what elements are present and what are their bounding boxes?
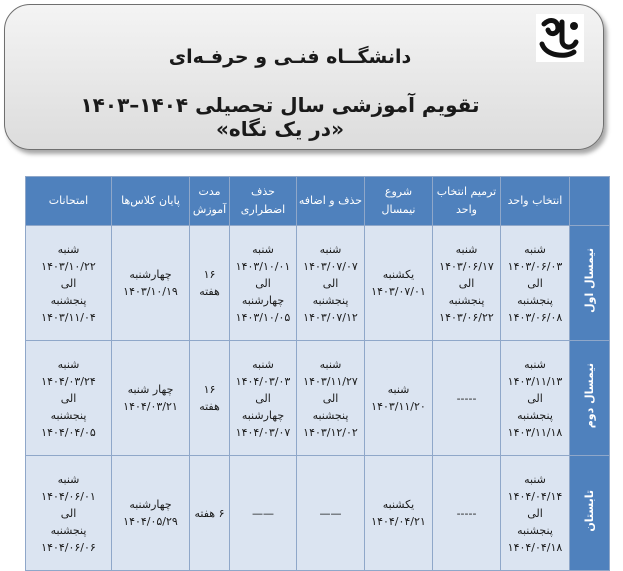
add-drop-cell: ——: [297, 456, 365, 571]
header-semester-start: شروع نیمسال: [365, 177, 433, 226]
header-exams: امتحانات: [26, 177, 112, 226]
emergency-drop-cell: ——: [230, 456, 297, 571]
header-add-drop: حذف و اضافه: [297, 177, 365, 226]
semester-label: تابستان: [570, 456, 610, 571]
duration-cell: ۱۶ هفته: [190, 226, 230, 341]
unit-selection-cell: شنبه ۱۴۰۴/۰۴/۱۴ الی پنجشنبه ۱۴۰۴/۰۴/۱۸: [501, 456, 570, 571]
classes-end-cell: چهارشنبه ۱۴۰۳/۱۰/۱۹: [112, 226, 190, 341]
header-classes-end: پایان کلاس‌ها: [112, 177, 190, 226]
academic-calendar-table: [25, 176, 610, 571]
semester-label: نیمسال اول: [570, 226, 610, 341]
header-duration: مدت آموزش: [190, 177, 230, 226]
emergency-drop-cell: شنبه ۱۴۰۳/۱۰/۰۱ الی چهارشنبه ۱۴۰۳/۱۰/۰۵: [230, 226, 297, 341]
add-drop-cell: شنبه ۱۴۰۳/۱۱/۲۷ الی پنجشنبه ۱۴۰۳/۱۲/۰۲: [297, 341, 365, 456]
exams-cell: شنبه ۱۴۰۴/۰۳/۲۴ الی پنجشنبه ۱۴۰۴/۰۴/۰۵: [26, 341, 112, 456]
table-row: [26, 456, 610, 571]
table-row: [26, 341, 610, 456]
classes-end-cell: چهارشنبه ۱۴۰۴/۰۵/۲۹: [112, 456, 190, 571]
exams-cell: شنبه ۱۴۰۳/۱۰/۲۲ الی پنجشنبه ۱۴۰۳/۱۱/۰۴: [26, 226, 112, 341]
duration-cell: ۱۶ هفته: [190, 341, 230, 456]
classes-end-cell: چهار شنبه ۱۴۰۴/۰۳/۲۱: [112, 341, 190, 456]
calendar-title: تقویم آموزشی سال تحصیلی ۱۴۰۴–۱۴۰۳ «در یک نگاه»: [80, 93, 480, 141]
duration-cell: ۶ هفته: [190, 456, 230, 571]
header-unit-selection: انتخاب واحد: [501, 177, 570, 226]
university-name: دانشگــاه فنـی و حرفـه‌ای: [168, 46, 412, 68]
semester-start-cell: یکشنبه ۱۴۰۴/۰۴/۲۱: [365, 456, 433, 571]
exams-cell: شنبه ۱۴۰۴/۰۶/۰۱ الی پنجشنبه ۱۴۰۴/۰۶/۰۶: [26, 456, 112, 571]
semester-label: نیمسال دوم: [570, 341, 610, 456]
header-unit-adjustment: ترمیم انتخاب واحد: [433, 177, 501, 226]
table-header-row: [26, 177, 610, 226]
emergency-drop-cell: شنبه ۱۴۰۴/۰۳/۰۳ الی چهارشنبه ۱۴۰۴/۰۳/۰۷: [230, 341, 297, 456]
add-drop-cell: شنبه ۱۴۰۳/۰۷/۰۷ الی پنجشنبه ۱۴۰۳/۰۷/۱۲: [297, 226, 365, 341]
unit-adjustment-cell: -----: [433, 341, 501, 456]
header-emergency-drop: حذف اضطراری: [230, 177, 297, 226]
unit-adjustment-cell: شنبه ۱۴۰۳/۰۶/۱۷ الی پنجشنبه ۱۴۰۳/۰۶/۲۲: [433, 226, 501, 341]
university-logo-icon: [536, 14, 584, 62]
unit-selection-cell: شنبه ۱۴۰۳/۰۶/۰۳ الی پنجشنبه ۱۴۰۳/۰۶/۰۸: [501, 226, 570, 341]
unit-adjustment-cell: -----: [433, 456, 501, 571]
table-row: [26, 226, 610, 341]
header-semester: [570, 177, 610, 226]
semester-start-cell: شنبه ۱۴۰۳/۱۱/۲۰: [365, 341, 433, 456]
semester-start-cell: یکشنبه ۱۴۰۳/۰۷/۰۱: [365, 226, 433, 341]
unit-selection-cell: شنبه ۱۴۰۳/۱۱/۱۳ الی پنجشنبه ۱۴۰۳/۱۱/۱۸: [501, 341, 570, 456]
